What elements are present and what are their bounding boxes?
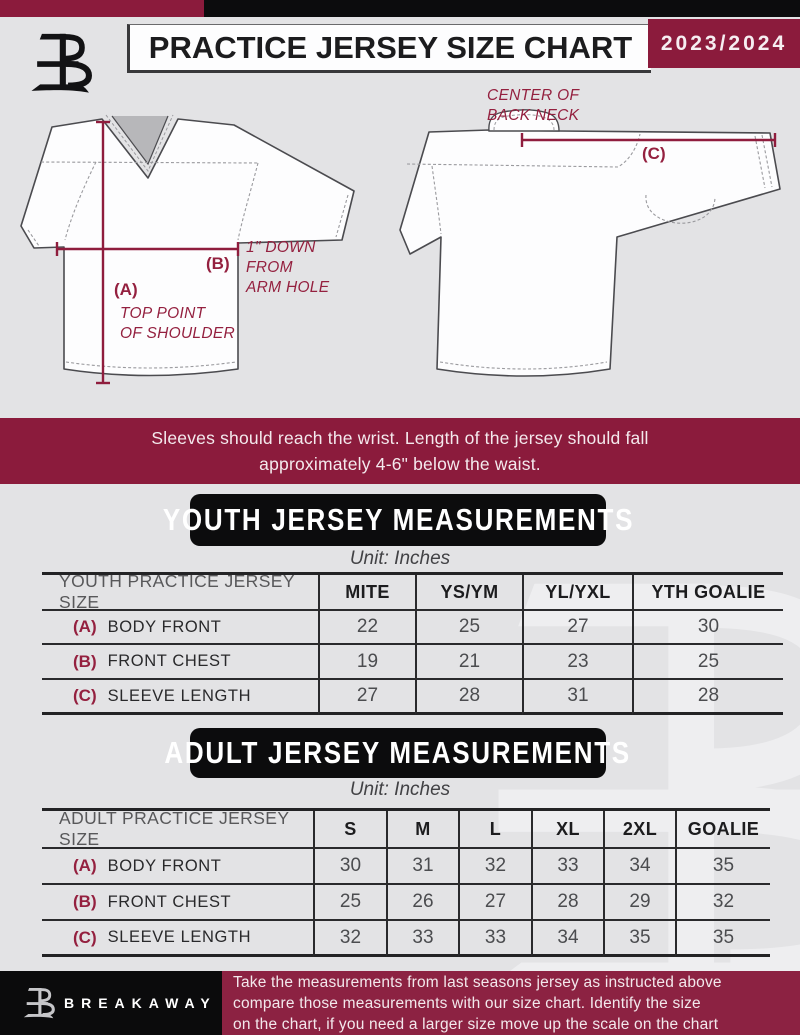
footer — [0, 971, 800, 1035]
back-jersey-illustration — [393, 100, 793, 406]
youth-front-chest-ysym: 21 — [415, 645, 522, 680]
label-a-key: (A) — [114, 280, 138, 299]
footer-instructions — [222, 971, 800, 1035]
jersey-diagrams — [0, 87, 800, 418]
fit-note-line1: Sleeves should reach the wrist. Length of the jersey should fall — [151, 428, 649, 448]
fit-note-line2: approximately 4-6" below the waist. — [259, 454, 541, 474]
youth-body-front-goalie: 30 — [632, 611, 783, 645]
youth-sleeve-length-ysym: 28 — [415, 680, 522, 715]
adult-body-front-goalie: 35 — [675, 849, 770, 885]
top-accent-maroon — [0, 0, 204, 17]
adult-table-size-header: ADULT PRACTICE JERSEY SIZE — [42, 811, 313, 849]
youth-size-table — [42, 572, 783, 715]
top-accent-black — [204, 0, 800, 17]
adult-body-front-2xl: 34 — [603, 849, 675, 885]
adult-size-table — [42, 808, 770, 957]
adult-col-xl: XL — [531, 811, 603, 849]
adult-front-chest-l: 27 — [458, 885, 531, 921]
youth-front-chest-mite: 19 — [318, 645, 415, 680]
youth-row-front-chest-label: (B) FRONT CHEST — [42, 645, 318, 680]
label-b-key: (B) — [206, 254, 230, 273]
adult-col-m: M — [386, 811, 458, 849]
adult-body-front-xl: 33 — [531, 849, 603, 885]
label-b-desc: 1" DOWN FROM ARM HOLE — [246, 239, 330, 296]
footer-instruction-line2: compare those measurements with our size chart. Identify the size — [233, 994, 701, 1012]
footer-instruction-line3: on the chart, if you need a larger size move up the scale on the chart — [233, 1015, 719, 1033]
adult-col-goalie: GOALIE — [675, 811, 770, 849]
adult-sleeve-length-m: 33 — [386, 921, 458, 957]
label-a-desc: TOP POINT OF SHOULDER — [120, 305, 235, 342]
label-c-desc: CENTER OF BACK NECK — [487, 87, 580, 124]
youth-section-heading: YOUTH JERSEY MEASUREMENTS — [190, 494, 606, 546]
adult-unit-label: Unit: Inches — [349, 779, 451, 800]
youth-sleeve-length-goalie: 28 — [632, 680, 783, 715]
youth-row-sleeve-length-label: (C) SLEEVE LENGTH — [42, 680, 318, 715]
label-c-key: (C) — [642, 144, 666, 163]
adult-body-front-m: 31 — [386, 849, 458, 885]
adult-section-heading: ADULT JERSEY MEASUREMENTS — [190, 728, 606, 778]
adult-front-chest-2xl: 29 — [603, 885, 675, 921]
adult-front-chest-xl: 28 — [531, 885, 603, 921]
top-accent-bar — [0, 0, 800, 17]
youth-body-front-mite: 22 — [318, 611, 415, 645]
youth-col-ylyxl: YL/YXL — [522, 575, 632, 611]
youth-col-mite: MITE — [318, 575, 415, 611]
youth-row-body-front-label: (A) BODY FRONT — [42, 611, 318, 645]
adult-front-chest-s: 25 — [313, 885, 386, 921]
title-bar — [127, 24, 651, 73]
adult-sleeve-length-l: 33 — [458, 921, 531, 957]
adult-sleeve-length-s: 32 — [313, 921, 386, 957]
footer-brand-name: BREAKAWAY — [64, 995, 217, 1011]
adult-sleeve-length-goalie: 35 — [675, 921, 770, 957]
youth-table-size-header: YOUTH PRACTICE JERSEY SIZE — [42, 575, 318, 611]
adult-col-2xl: 2XL — [603, 811, 675, 849]
adult-row-body-front-label: (A) BODY FRONT — [42, 849, 313, 885]
fit-note-banner — [0, 418, 800, 484]
adult-col-s: S — [313, 811, 386, 849]
adult-sleeve-length-xl: 34 — [531, 921, 603, 957]
youth-col-goalie: YTH GOALIE — [632, 575, 783, 611]
adult-body-front-s: 30 — [313, 849, 386, 885]
adult-col-l: L — [458, 811, 531, 849]
adult-front-chest-m: 26 — [386, 885, 458, 921]
youth-front-chest-ylyxl: 23 — [522, 645, 632, 680]
breakaway-logo — [28, 26, 102, 100]
breakaway-footer-logo — [22, 984, 60, 1022]
page-title: PRACTICE JERSEY SIZE CHART — [148, 29, 633, 65]
youth-body-front-ysym: 25 — [415, 611, 522, 645]
season-badge — [648, 19, 800, 68]
adult-front-chest-goalie: 32 — [675, 885, 770, 921]
youth-front-chest-goalie: 25 — [632, 645, 783, 680]
season-label: 2023/2024 — [660, 31, 788, 55]
adult-body-front-l: 32 — [458, 849, 531, 885]
youth-sleeve-length-ylyxl: 31 — [522, 680, 632, 715]
youth-col-ysym: YS/YM — [415, 575, 522, 611]
adult-sleeve-length-2xl: 35 — [603, 921, 675, 957]
youth-unit-label: Unit: Inches — [349, 548, 451, 569]
youth-body-front-ylyxl: 27 — [522, 611, 632, 645]
youth-sleeve-length-mite: 27 — [318, 680, 415, 715]
adult-row-front-chest-label: (B) FRONT CHEST — [42, 885, 313, 921]
footer-instruction-line1: Take the measurements from last seasons jersey as instructed above — [233, 973, 722, 991]
footer-brand-block — [0, 971, 222, 1035]
adult-row-sleeve-length-label: (C) SLEEVE LENGTH — [42, 921, 313, 957]
